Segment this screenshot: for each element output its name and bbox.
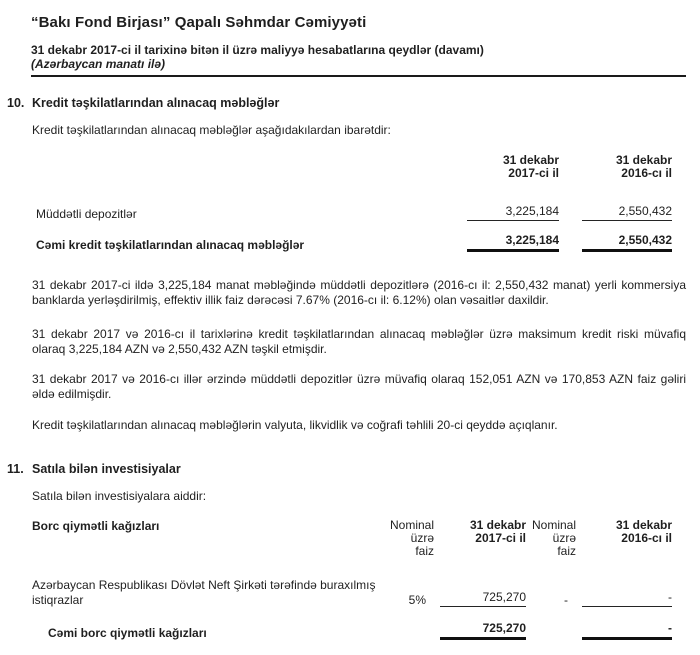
value-2016: - [582,590,672,608]
nominal-rate-2016: - [564,592,568,607]
value-2016: 2,550,432 [582,204,672,221]
company-title: “Bakı Fond Birjası” Qapalı Səhmdar Cəmiyyəti [31,14,367,31]
total-label: Cəmi kredit təşkilatlarından alınacaq məbləğlər [36,238,305,252]
column-header-2016: 31 dekabr 2016-cı il [615,518,672,546]
investments-table [32,519,672,640]
table-header-row [32,154,672,180]
row-label: Müddətli depozitlər [36,207,137,221]
report-subtitle: 31 dekabr 2017-ci il tarixinə bitən il üzrə maliyyə hesabatlarına qeydlər (davamı) [31,43,484,57]
section-10-title: Kredit təşkilatlarından alınacaq məbləğlər [32,96,280,110]
column-header-2017: 31 dekabr 2017-ci il [469,518,526,546]
total-value-2016: - [582,621,672,640]
table-row [32,204,672,221]
column-header-2017: 31 dekabr 2017-ci il [502,153,559,180]
table-header-row [32,519,672,558]
column-header-nominal-rate-2016: Nominal üzrə faiz [532,518,577,559]
table-total-row [32,621,672,640]
section-11-intro: Satıla bilən investisiyalara aiddir: [32,489,207,504]
section-11-number: 11. [7,462,24,477]
column-header-nominal-rate-2017: Nominal üzrə faiz [390,518,435,559]
paragraph-deposits-detail: 31 dekabr 2017-ci ildə 3,225,184 manat məbləğində müddətli depozitlərə (2016-cı il: 2,550,432 manat) yerli kommersiya banklarda yerləşdirilmiş, effektiv illik faiz dərəcəsi 7.67% (2016-cı il: 6.12%) olan vəsaitlər daxildir. [32,278,686,307]
paragraph-note-reference: Kredit təşkilatlarından alınacaq məbləğlərin valyuta, likvidlik və coğrafi təhlili 20-ci qeyddə açıqlanır. [32,417,558,432]
section-10-heading [7,96,686,110]
table-total-row [32,233,672,252]
value-2017: 3,225,184 [467,204,559,221]
section-10-number: 10. [7,96,25,110]
document-header [31,14,686,77]
row-label: Azərbaycan Respublikası Dövlət Neft Şirkəti tərəfində buraxılmış istiqrazlar [32,578,376,607]
section-11-title: Satıla bilən investisiyalar [32,462,181,477]
column-header-2016: 31 dekabr 2016-cı il [615,153,672,180]
paragraph-interest-income: 31 dekabr 2017 və 2016-cı illər ərzində müddətli depozitlər üzrə müvafiq olaraq 152,051 AZN və 170,853 AZN faiz gəliri əldə edilmişdir. [32,372,686,401]
section-11-heading [7,462,686,476]
section-10-intro: Kredit təşkilatlarından alınacaq məbləğlər aşağıdakılardan ibarətdir: [32,123,391,137]
total-value-2017: 725,270 [440,621,526,640]
currency-note: (Azərbaycan manatı ilə) [31,56,166,71]
total-label: Cəmi borc qiymətli kağızları [48,626,207,641]
paragraph-credit-risk: 31 dekabr 2017 və 2016-cı il tarixlərinə kredit təşkilatlarından alınacaq məbləğlər üzrə maksimum kredit riski müvafiq olaraq 3,225,184 AZN və 2,550,432 AZN təşkil etmişdir. [32,327,686,356]
total-value-2017: 3,225,184 [467,233,559,252]
table-row [32,578,672,607]
credit-institutions-table [32,154,672,252]
value-2017: 725,270 [440,590,526,608]
debt-securities-header: Borc qiymətli kağızları [32,519,160,534]
nominal-rate-2017: 5% [408,592,426,607]
total-value-2016: 2,550,432 [582,233,672,252]
